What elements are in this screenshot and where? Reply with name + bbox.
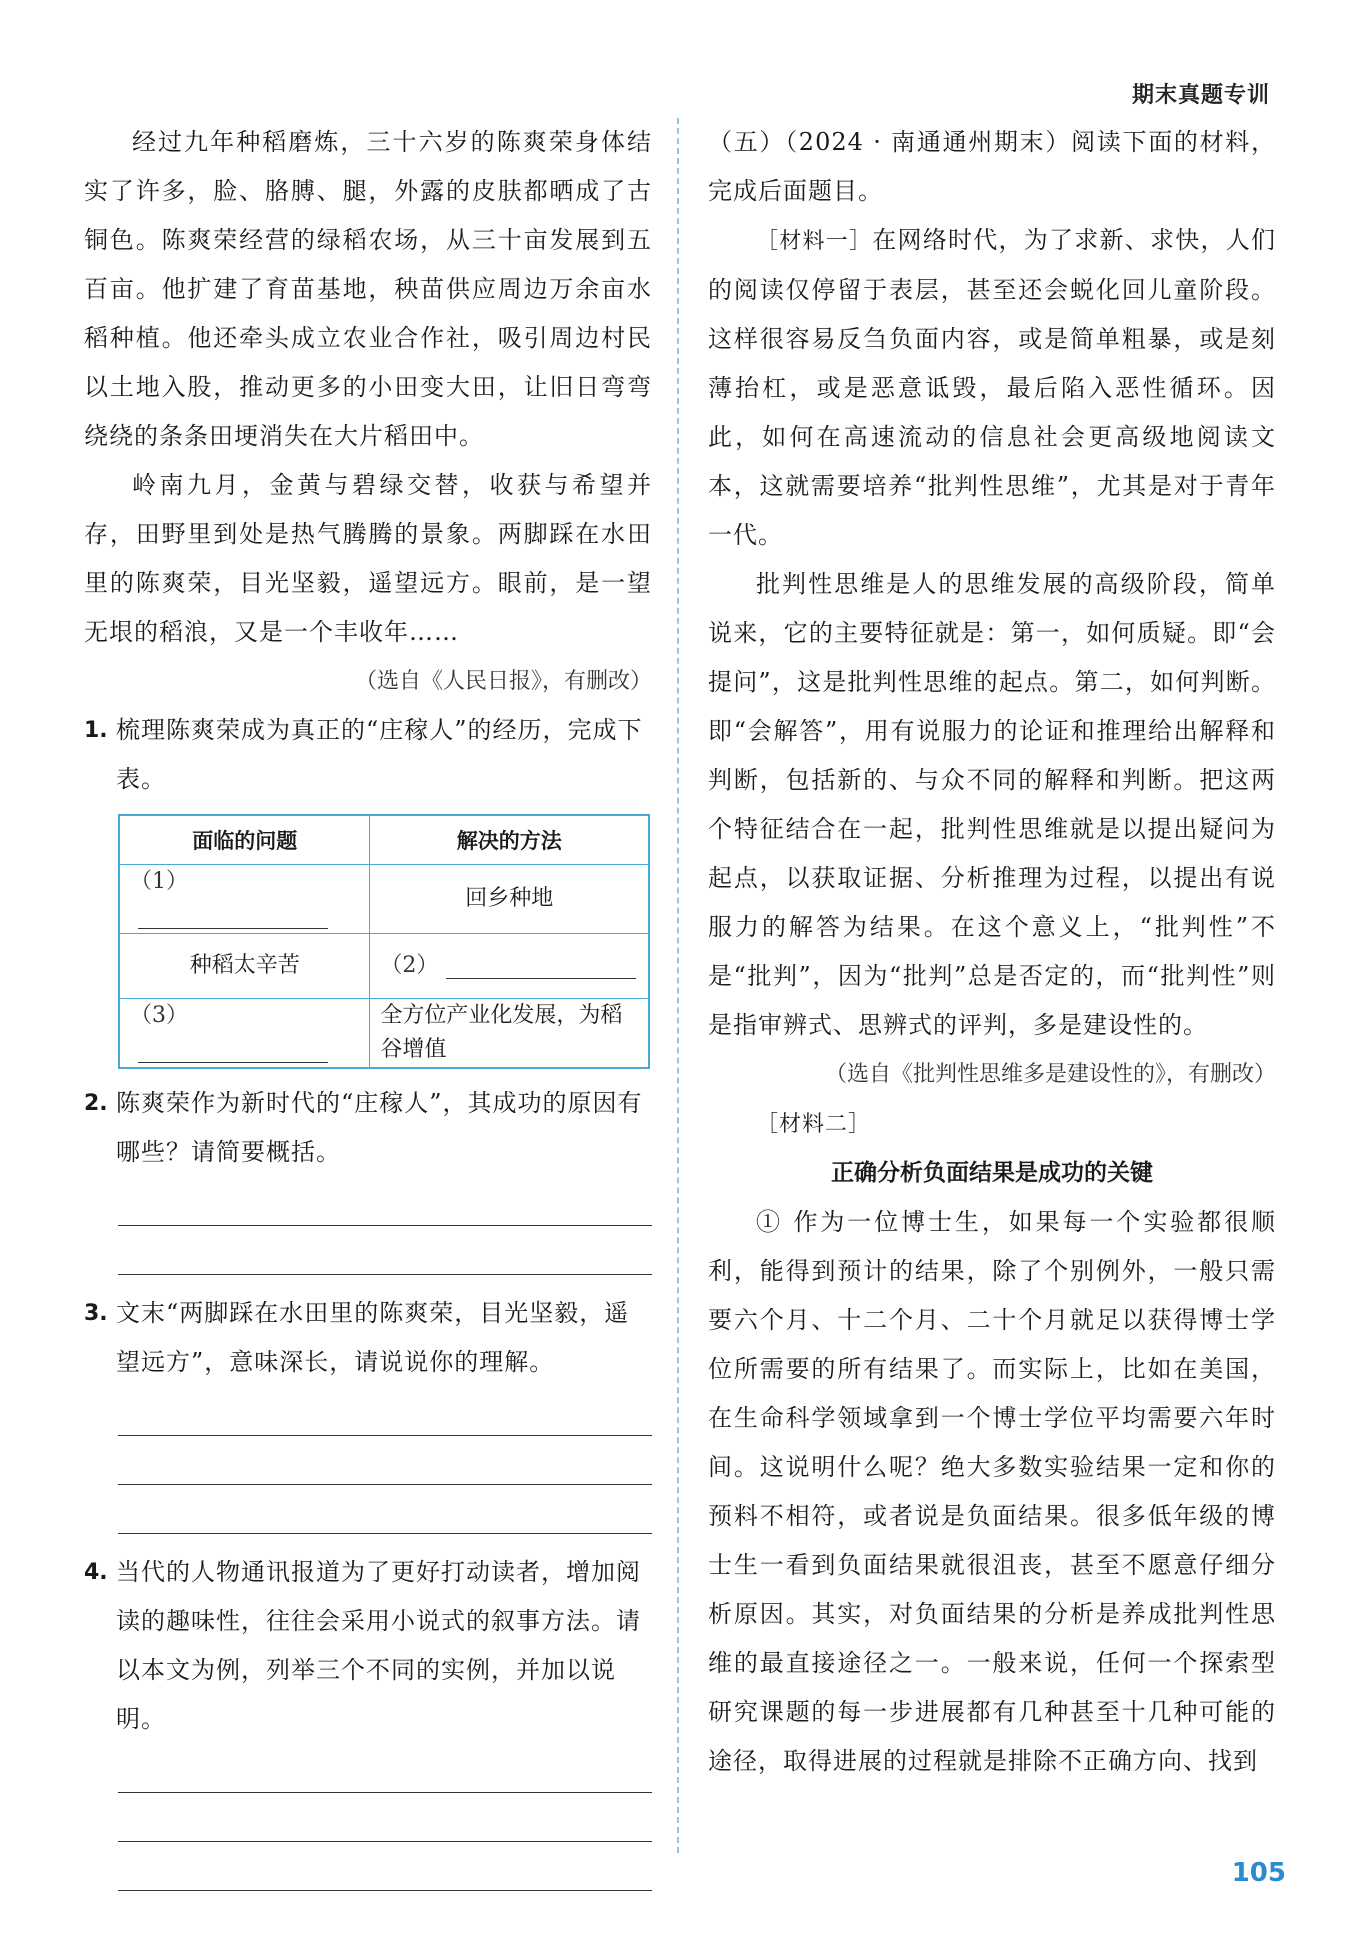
reading-intro: （五）（2024 · 南通通州期末）阅读下面的材料，完成后面题目。 [708,128,1276,205]
table-row [119,999,649,1069]
question-number: 3. [84,1301,108,1326]
material1-paragraph: 批判性思维是人的思维发展的高级阶段，简单说来，它的主要特征就是：第一，如何质疑。即“会提问”，这是批判性思维的起点。第二，如何判断。即“会解答”，用有说服力的论证和推理给出解释和判断，包括新的、与众不同的解释和判断。把这两个特征结合在一起，批判性思维就是以提出疑问为起点，以获取证据、分析推理为过程，以提出有说服力的解答为结果。在这个意义上，“批判性”不是“批判”，因为“批判”总是否定的，而“批判性”则是指审辨式、思辨式的评判，多是建设性的。 [708,570,1276,1039]
question-2 [84,1079,652,1177]
right-column [708,118,1276,1786]
material2-label-line [708,1099,1276,1149]
material2-paragraph: ① 作为一位博士生，如果每一个实验都很顺利，能得到预计的结果，除了个别例外，一般只需要六个月、十二个月、二十个月就足以获得博士学位所需要的所有结果了。而实际上，比如在美国，在生命科学领域拿到一个博士学位平均需要六年时间。这说明什么呢？绝大多数实验结果一定和你的预料不相符，或者说是负面结果。很多低年级的博士生一看到负面结果就很沮丧，甚至不愿意仔细分析原因。其实，对负面结果的分析是养成批判性思维的最直接途径之一。一般来说，任何一个探索型研究课题的每一步进展都有几种甚至十几种可能的途径，取得进展的过程就是排除不正确方向、找到 [708,1208,1276,1775]
table-header-solution: 解决的方法 [370,815,649,865]
material1-source: （选自《批判性思维多是建设性的》，有删改） [824,1062,1276,1087]
column-divider [677,118,679,1853]
answer-area-3[interactable] [84,1387,652,1534]
question-text: 文末“两脚踩在水田里的陈爽荣，目光坚毅，遥望远方”，意味深长，请说说你的理解。 [116,1299,630,1376]
question-3 [84,1289,652,1387]
table-cell-problem[interactable] [119,865,370,934]
answer-line[interactable] [118,1387,652,1436]
question-text: 陈爽荣作为新时代的“庄稼人”，其成功的原因有哪些？请简要概括。 [116,1089,643,1166]
material1-label: ［材料一］ [756,229,873,254]
question-number: 4. [84,1560,108,1585]
question-number: 1. [84,718,108,743]
cell-label: （3） [130,1003,188,1028]
answer-blank[interactable] [446,954,636,979]
article-source: （选自《人民日报》，有删改） [354,669,652,694]
table-cell-solution: 回乡种地 [370,865,649,934]
answer-area-4[interactable] [84,1744,652,1891]
answer-area-2[interactable] [84,1177,652,1275]
answer-line[interactable] [118,1177,652,1226]
question-text: 当代的人物通讯报道为了更好打动读者，增加阅读的趣味性，往往会采用小说式的叙事方法。请以本文为例，列举三个不同的实例，并加以说明。 [116,1558,641,1733]
cell-label: （2） [380,953,439,978]
answer-blank[interactable] [138,904,328,929]
answer-blank[interactable] [138,1038,328,1063]
answer-line[interactable] [118,1744,652,1793]
answer-line[interactable] [118,1226,652,1275]
experience-table [118,814,650,1069]
material2-title: 正确分析负面结果是成功的关键 [831,1160,1153,1186]
material2-label: ［材料二］ [756,1112,872,1137]
answer-line[interactable] [118,1485,652,1534]
answer-line[interactable] [118,1793,652,1842]
table-cell-problem[interactable] [119,999,370,1069]
table-cell-solution[interactable] [370,934,649,999]
answer-line[interactable] [118,1436,652,1485]
article-paragraph: 岭南九月，金黄与碧绿交替，收获与希望并存，田野里到处是热气腾腾的景象。两脚踩在水田里的陈爽荣，目光坚毅，遥望远方。眼前，是一望无垠的稻浪，又是一个丰收年…… [84,471,652,646]
cell-label: （1） [130,869,188,894]
answer-line[interactable] [118,1842,652,1891]
table-cell-problem: 种稻太辛苦 [119,934,370,999]
question-number: 2. [84,1091,108,1116]
table-header-problem: 面临的问题 [119,815,370,865]
material1-paragraph [708,216,1276,560]
table-row [119,865,649,934]
question-1 [84,706,652,804]
page-header-title: 期末真题专训 [1131,83,1270,108]
article-paragraph: 经过九年种稻磨炼，三十六岁的陈爽荣身体结实了许多，脸、胳膊、腿，外露的皮肤都晒成了古铜色。陈爽荣经营的绿稻农场，从三十亩发展到五百亩。他扩建了育苗基地，秧苗供应周边万余亩水稻种植。他还牵头成立农业合作社，吸引周边村民以土地入股，推动更多的小田变大田，让旧日弯弯绕绕的条条田埂消失在大片稻田中。 [84,128,652,450]
table-header-row [119,815,649,865]
material1-text: 在网络时代，为了求新、求快，人们的阅读仅停留于表层，甚至还会蜕化回儿童阶段。这样很容易反刍负面内容，或是简单粗暴，或是刻薄抬杠，或是恶意诋毁，最后陷入恶性循环。因此，如何在高速流动的信息社会更高级地阅读文本，这就需要培养“批判性思维”，尤其是对于青年一代。 [708,226,1276,549]
table-row [119,934,649,999]
question-text: 梳理陈爽荣成为真正的“庄稼人”的经历，完成下表。 [116,716,643,793]
page-number: 105 [1231,1858,1286,1888]
left-column [84,118,652,1905]
table-cell-solution: 全方位产业化发展，为稻谷增值 [370,999,649,1069]
question-4 [84,1548,652,1744]
